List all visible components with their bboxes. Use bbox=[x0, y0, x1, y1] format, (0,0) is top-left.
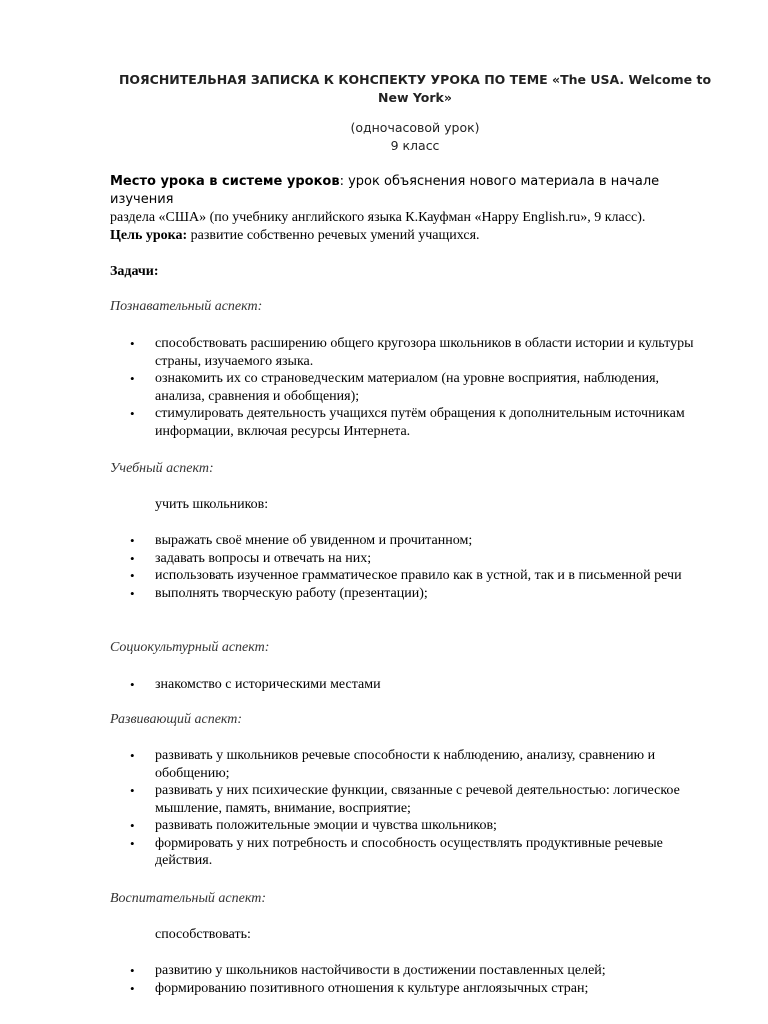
bullet-icon: • bbox=[130, 585, 135, 601]
list-item bbox=[110, 676, 710, 694]
bullet-icon: • bbox=[130, 835, 135, 851]
lesson-place-paragraph bbox=[110, 173, 722, 227]
sociocultural-aspect-heading: Социокультурный аспект: bbox=[110, 640, 270, 655]
upbringing-aspect-intro: способствовать: bbox=[155, 927, 251, 942]
bullet-icon: • bbox=[130, 336, 135, 351]
lesson-duration: (одночасовой урок) bbox=[350, 120, 480, 135]
list-item bbox=[110, 550, 710, 568]
educational-aspect-heading: Учебный аспект: bbox=[110, 461, 214, 476]
list-item-text: задавать вопросы и отвечать на них; bbox=[155, 550, 372, 566]
bullet-icon: • bbox=[130, 371, 135, 386]
developmental-aspect-list bbox=[110, 747, 710, 870]
bullet-icon: • bbox=[130, 963, 135, 978]
bullet-icon: • bbox=[130, 818, 135, 833]
list-item-text: формированию позитивного отношения к культуре англоязычных стран; bbox=[155, 980, 589, 996]
list-item-text: развивать у них психические функции, связанные с речевой деятельностью: логическое мышление, память, внимание, восприятие; bbox=[155, 783, 680, 816]
list-item-text: формировать у них потребность и способность осуществлять продуктивные речевые действия. bbox=[155, 835, 663, 868]
bullet-icon: • bbox=[130, 406, 135, 421]
document-title: ПОЯСНИТЕЛЬНАЯ ЗАПИСКА К КОНСПЕКТУ УРОКА ПО ТЕМЕ «The USA. Welcome to New York» bbox=[118, 72, 712, 105]
cognitive-aspect-list bbox=[110, 335, 710, 440]
list-item bbox=[110, 370, 710, 405]
list-item-text: знакомство с историческими местами bbox=[155, 677, 381, 692]
list-item-text: стимулировать деятельность учащихся путём обращения к дополнительным источникам информации, включая ресурсы Интернета. bbox=[155, 406, 685, 439]
upbringing-aspect-heading: Воспитательный аспект: bbox=[110, 891, 266, 906]
sociocultural-aspect-list bbox=[110, 676, 710, 694]
list-item bbox=[110, 585, 710, 603]
list-item-text: выполнять творческую работу (презентации); bbox=[155, 585, 428, 601]
lesson-goal-text: развитие собственно речевых умений учащихся. bbox=[187, 228, 480, 243]
list-item-text: способствовать расширению общего кругозора школьников в области истории и культуры страны, изучаемого языка. bbox=[155, 336, 694, 369]
list-item-text: развивать у школьников речевые способности к наблюдению, анализу, сравнению и обобщению; bbox=[155, 748, 656, 781]
list-item bbox=[110, 405, 710, 440]
list-item bbox=[110, 980, 710, 998]
lesson-goal-paragraph bbox=[110, 227, 722, 245]
educational-aspect-list bbox=[110, 532, 710, 602]
bullet-icon: • bbox=[130, 533, 135, 548]
lesson-place-colon: : bbox=[339, 174, 344, 189]
list-item bbox=[110, 817, 710, 835]
lesson-place-label: Место урока в системе уроков bbox=[110, 174, 340, 189]
list-item bbox=[110, 747, 710, 782]
bullet-icon: • bbox=[130, 568, 135, 583]
list-item-text: ознакомить их со страноведческим материалом (на уровне восприятия, наблюдения, анализа, сравнения и обобщения); bbox=[155, 371, 660, 404]
list-item bbox=[110, 335, 710, 370]
lesson-place-text-1: урок объяснения нового материала в начале изучения bbox=[110, 174, 660, 207]
bullet-icon: • bbox=[130, 748, 135, 763]
grade-label: 9 класс bbox=[390, 138, 440, 153]
list-item bbox=[110, 835, 710, 870]
bullet-icon: • bbox=[130, 980, 135, 996]
bullet-icon: • bbox=[130, 677, 135, 692]
document-subtitle bbox=[110, 119, 720, 155]
list-item-text: развивать положительные эмоции и чувства школьников; bbox=[155, 818, 497, 833]
list-item bbox=[110, 567, 710, 585]
bullet-icon: • bbox=[130, 783, 135, 798]
educational-aspect-intro: учить школьников: bbox=[155, 497, 269, 512]
list-item bbox=[110, 532, 710, 550]
tasks-heading: Задачи: bbox=[110, 264, 159, 279]
cognitive-aspect-heading: Познавательный аспект: bbox=[110, 299, 263, 314]
list-item bbox=[110, 782, 710, 817]
list-item-text: использовать изученное грамматическое правило как в устной, так и в письменной речи bbox=[155, 568, 682, 583]
lesson-goal-label: Цель урока: bbox=[110, 228, 188, 243]
upbringing-aspect-list bbox=[110, 962, 710, 997]
developmental-aspect-heading: Развивающий аспект: bbox=[110, 712, 243, 727]
bullet-icon: • bbox=[130, 550, 135, 566]
lesson-place-text-2: раздела «США» (по учебнику английского языка К.Кауфман «Happy English.ru», 9 класс). bbox=[110, 210, 646, 225]
list-item-text: развитию у школьников настойчивости в достижении поставленных целей; bbox=[155, 963, 606, 978]
list-item bbox=[110, 962, 710, 980]
list-item-text: выражать своё мнение об увиденном и прочитанном; bbox=[155, 533, 473, 548]
